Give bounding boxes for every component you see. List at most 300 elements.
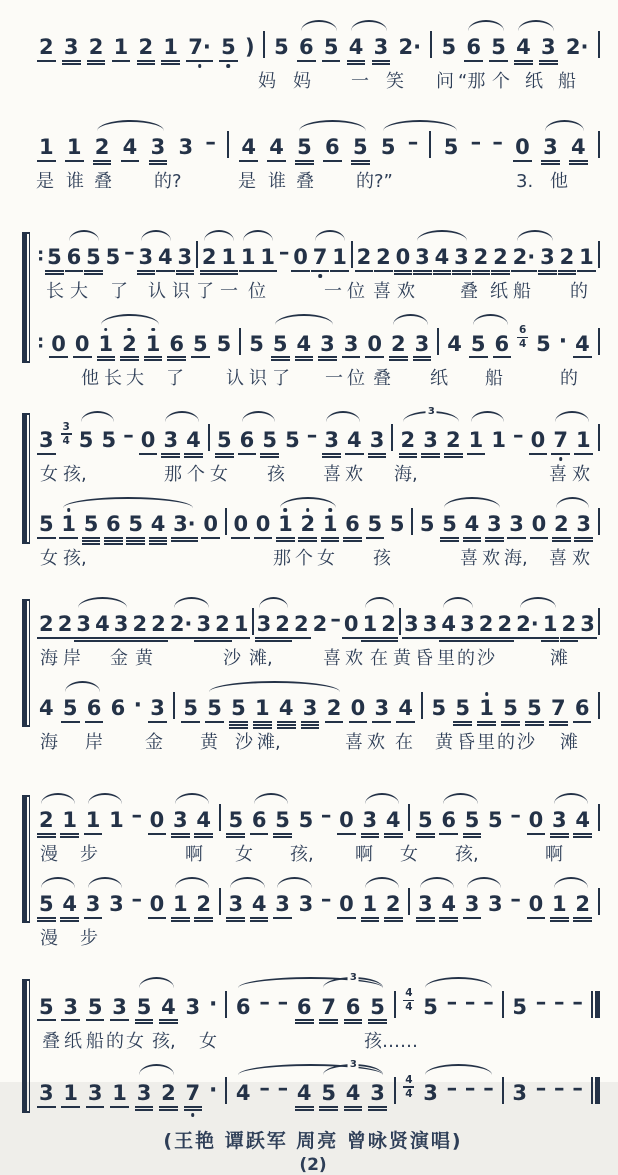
- note-digit: 4: [434, 245, 450, 269]
- slur-arc: [443, 793, 478, 804]
- beam-line: [260, 456, 279, 458]
- rest-token: [50, 331, 67, 356]
- beam-line: [135, 1019, 154, 1021]
- note-digit: 0: [203, 512, 218, 536]
- note-digit: 5: [275, 808, 290, 832]
- note-digit: 3: [324, 428, 339, 452]
- duration-dash: –: [123, 423, 134, 447]
- beam-line: [37, 833, 56, 835]
- note-digit: 3: [423, 1081, 438, 1105]
- beam-line: [439, 833, 458, 835]
- beam-line: [322, 453, 341, 455]
- note-token: [346, 430, 363, 451]
- beam-line: [477, 637, 496, 639]
- note-token: [515, 37, 532, 58]
- note-digit: 5: [101, 428, 117, 452]
- note-token: [256, 614, 273, 635]
- note-digit: 2: [493, 245, 508, 269]
- note-token: [419, 514, 436, 535]
- slur-arc: [254, 793, 288, 804]
- octave-dot-above: [485, 692, 489, 696]
- note-token: [539, 247, 556, 268]
- note-digit: 2: [161, 1081, 176, 1105]
- note-token: [187, 37, 212, 58]
- voice-bracket: [22, 599, 30, 727]
- note-token: [122, 137, 139, 158]
- note-token: [312, 614, 329, 635]
- barline: [598, 608, 600, 635]
- beam-line: [176, 273, 195, 275]
- beam-line: [200, 270, 219, 272]
- note-token: [61, 894, 78, 915]
- beam-line: [495, 640, 514, 642]
- rest-token: [232, 514, 249, 535]
- beam-line: [167, 356, 186, 358]
- tuplet-label: 3: [349, 972, 357, 983]
- beam-line: [527, 917, 546, 919]
- beam-line: [273, 836, 292, 838]
- note-digit: 4: [464, 512, 480, 536]
- beam-line: [321, 537, 340, 539]
- beam-line: [37, 60, 56, 62]
- voice-bracket: [22, 795, 30, 923]
- note-digit: 4: [296, 1081, 312, 1105]
- note-digit: 4: [296, 331, 312, 356]
- beam-line: [573, 833, 592, 835]
- note-digit: 5: [321, 1081, 336, 1105]
- lyric-syllable: 喜: [373, 281, 391, 302]
- time-sig-numerator: 4: [405, 1073, 413, 1086]
- rest-token: [292, 247, 309, 268]
- lyric-syllable: 漫: [40, 928, 58, 949]
- note-token: [575, 514, 592, 535]
- lyric-syllable: 欢: [397, 281, 415, 302]
- beam-line: [439, 637, 458, 639]
- lyric-syllable: 3.: [516, 171, 534, 192]
- note-digit: 5: [193, 331, 208, 356]
- note-token: [298, 810, 315, 831]
- barline: [239, 328, 241, 355]
- note-digit: 5: [128, 512, 143, 536]
- beam-line: [171, 917, 190, 919]
- beam-line: [458, 637, 477, 639]
- notes-line: [36, 310, 602, 367]
- lyric-syllable: 纸: [430, 367, 448, 389]
- note-digit: 4: [150, 512, 166, 536]
- beam-line: [368, 1019, 387, 1021]
- beam-line: [433, 270, 452, 272]
- note-token: [62, 994, 79, 1019]
- note-token: [373, 698, 390, 719]
- note-digit: 0: [51, 331, 66, 356]
- lyric-syllable: 那: [273, 548, 291, 569]
- performers-credit: (王艳 谭跃军 周亮 曾咏贤演唱): [163, 1130, 463, 1152]
- beam-line: [73, 356, 92, 358]
- lyric-syllable: 孩,: [455, 844, 479, 865]
- lyrics-line: [36, 732, 602, 757]
- time-sig-denominator: 4: [519, 338, 527, 350]
- note-digit: 5: [455, 696, 471, 720]
- beam-line: [318, 359, 337, 361]
- beam-line: [104, 540, 123, 542]
- beam-line: [161, 60, 180, 62]
- note-digit: 4: [158, 245, 173, 269]
- note-digit: 5: [389, 512, 405, 536]
- note-token: [230, 698, 247, 719]
- note-digit: 3: [298, 892, 314, 916]
- note-digit: 5: [78, 428, 94, 452]
- lyric-syllable: 欢: [572, 548, 590, 569]
- note-digit: 3: [109, 892, 124, 916]
- note-token: [464, 894, 481, 915]
- note-digit: 6: [251, 808, 267, 832]
- note-digit: 4: [575, 331, 590, 356]
- note-token: [502, 698, 519, 719]
- note-token: [494, 331, 511, 356]
- beam-line: [361, 640, 380, 642]
- note-token: [105, 514, 122, 535]
- beam-line: [194, 920, 213, 922]
- note-digit: 1: [233, 612, 249, 636]
- beam-line: [345, 453, 364, 455]
- lyric-syllable: 沙: [223, 648, 241, 669]
- note-token: [345, 994, 362, 1019]
- slur-arc: [242, 411, 275, 422]
- barline: [598, 804, 600, 831]
- note-digit: 3: [63, 35, 79, 59]
- beam-line: [379, 640, 398, 642]
- beam-line: [168, 637, 195, 639]
- lyric-syllable: 步: [80, 844, 98, 865]
- note-digit: 3: [576, 512, 591, 536]
- note-digit: 2: [132, 612, 148, 636]
- beam-line: [184, 1106, 203, 1108]
- notes-line: [36, 226, 602, 280]
- beam-line: [452, 273, 471, 275]
- beam-line: [295, 1106, 314, 1108]
- beam-line: [112, 637, 131, 639]
- beam-line: [416, 917, 435, 919]
- beam-line: [205, 721, 224, 723]
- note-token: [227, 810, 244, 831]
- beam-line: [37, 917, 56, 919]
- note-digit: 3: [540, 245, 555, 269]
- note-digit: 5: [423, 994, 438, 1019]
- lyrics-line: [36, 548, 602, 573]
- note-token: [214, 614, 231, 635]
- note-token: [575, 430, 592, 451]
- note-token: [296, 137, 313, 158]
- lyric-syllable: 船: [558, 71, 576, 92]
- lyrics-line: [36, 648, 602, 673]
- beam-line: [549, 724, 568, 726]
- note-digit: 1: [260, 245, 276, 269]
- note-token: [108, 894, 125, 915]
- note-digit: 5: [488, 808, 503, 832]
- slur-arc: [301, 20, 337, 31]
- note-digit: 2: [94, 135, 110, 159]
- duration-dash: –: [535, 989, 547, 1014]
- barline: [225, 508, 227, 535]
- lyric-syllable: 黄: [393, 648, 411, 669]
- beam-line: [319, 1022, 338, 1024]
- barline: [394, 991, 396, 1018]
- beam-line: [573, 920, 592, 922]
- note-token: [446, 331, 463, 356]
- note-token: [343, 331, 360, 356]
- octave-dot-below: [198, 64, 202, 68]
- note-token: [121, 331, 138, 356]
- note-digit: 1: [113, 35, 129, 59]
- beam-line: [351, 160, 370, 162]
- note-digit: 1: [576, 428, 591, 452]
- duration-dash: –: [277, 1076, 289, 1100]
- note-digit: 7·: [188, 35, 211, 59]
- note-token: [422, 994, 439, 1019]
- beam-line: [337, 917, 356, 919]
- note-digit: 1: [491, 428, 506, 452]
- note-token: [162, 37, 179, 58]
- beam-line: [501, 724, 520, 726]
- lyric-syllable: 里: [437, 648, 455, 669]
- note-digit: 1: [542, 612, 558, 636]
- beam-line: [112, 640, 131, 642]
- note-digit: 5: [380, 135, 396, 159]
- note-token: [367, 514, 384, 535]
- beam-line: [135, 1022, 154, 1024]
- final-barline: [591, 991, 600, 1018]
- note-token: [240, 137, 257, 158]
- duration-dash: –: [492, 130, 503, 154]
- note-token: [192, 331, 209, 356]
- beam-line: [219, 60, 238, 62]
- note-digit: 4: [62, 892, 77, 916]
- beam-line: [61, 1106, 80, 1108]
- note-digit: 2: [215, 612, 230, 636]
- note-token: [293, 614, 310, 635]
- slur-arc: [230, 877, 265, 888]
- beam-line: [231, 537, 250, 539]
- beam-line: [226, 917, 245, 919]
- note-digit: 1: [362, 892, 378, 916]
- note-token: [553, 514, 570, 535]
- beam-line: [550, 836, 569, 838]
- note-digit: 3: [464, 892, 480, 916]
- note-digit: 3: [138, 245, 154, 269]
- note-token: [160, 994, 177, 1019]
- note-digit: 2: [445, 428, 461, 452]
- note-digit: 5: [441, 35, 457, 59]
- note-digit: 2·: [398, 35, 422, 59]
- lyric-syllable: 识: [172, 281, 190, 302]
- slur-arc: [88, 793, 122, 804]
- note-digit: 2: [39, 808, 54, 832]
- note-digit: 6: [86, 696, 102, 720]
- slur-arc: [520, 597, 556, 608]
- lyric-syllable: 认: [148, 281, 166, 302]
- beam-line: [82, 543, 101, 545]
- beam-line: [229, 727, 248, 729]
- beam-line: [130, 640, 149, 642]
- beam-line: [495, 637, 514, 639]
- note-token: [496, 614, 513, 635]
- barline: [598, 888, 600, 915]
- beam-line: [573, 917, 592, 919]
- note-digit: 3: [177, 245, 193, 269]
- note-digit: 1: [145, 331, 161, 356]
- note-digit: 3: [39, 1081, 54, 1105]
- beam-line: [104, 543, 123, 545]
- beam-line: [219, 270, 238, 272]
- note-digit: 2: [275, 612, 290, 636]
- note-digit: 2: [473, 245, 489, 269]
- beam-line: [337, 833, 356, 835]
- rest-token: [74, 331, 91, 356]
- barline: [219, 888, 221, 915]
- note-token: [46, 247, 63, 268]
- beam-line: [541, 640, 560, 642]
- beam-line: [226, 833, 245, 835]
- note-token: [298, 894, 315, 915]
- note-token: [195, 614, 212, 635]
- augmentation-dot: ·: [208, 991, 218, 1017]
- note-digit: 1: [240, 245, 256, 269]
- duration-dash: –: [259, 989, 270, 1014]
- note-token: [434, 247, 451, 268]
- beam-line: [541, 160, 560, 162]
- note-token: [574, 810, 591, 831]
- beam-line: [538, 270, 557, 272]
- note-digit: 3: [370, 1081, 385, 1105]
- note-token: [299, 514, 316, 535]
- note-digit: 4: [447, 331, 462, 356]
- note-digit: 2: [497, 612, 513, 636]
- beam-line: [344, 1106, 363, 1108]
- note-token: [574, 331, 591, 356]
- duration-dash: –: [205, 130, 216, 154]
- beam-line: [215, 453, 234, 455]
- beam-line: [61, 721, 80, 723]
- barline: [351, 241, 353, 268]
- beam-line: [530, 537, 549, 539]
- note-token: [87, 1083, 104, 1104]
- beam-line: [60, 917, 79, 919]
- note-digit: 0: [140, 428, 156, 452]
- note-digit: 1: [552, 892, 567, 916]
- lyric-syllable: 笑: [386, 71, 404, 92]
- note-digit: 6: [239, 428, 255, 452]
- beam-line: [469, 356, 488, 358]
- beam-line: [550, 833, 569, 835]
- notes-line: [36, 873, 602, 927]
- octave-dot-above: [284, 508, 288, 512]
- barline: [173, 692, 175, 719]
- slur-arc: [425, 977, 492, 988]
- slur-arc: [41, 877, 75, 888]
- beam-line: [86, 1106, 105, 1108]
- lyric-syllable: 滩,: [249, 648, 273, 669]
- beam-line: [84, 833, 103, 835]
- barline: [394, 1077, 396, 1104]
- slur-arc: [471, 411, 504, 422]
- barline: [391, 424, 393, 451]
- octave-dot-below: [318, 274, 322, 278]
- beam-line: [372, 721, 391, 723]
- note-token: [251, 810, 268, 831]
- beam-line: [194, 637, 213, 639]
- octave-dot-below: [559, 457, 563, 461]
- note-digit: 4: [269, 135, 284, 159]
- slur-arc: [420, 877, 454, 888]
- note-digit: 5: [431, 696, 447, 720]
- note-digit: 3: [343, 331, 359, 356]
- rest-token: [366, 331, 383, 356]
- note-digit: 0: [339, 808, 354, 832]
- notes-line: [36, 116, 602, 170]
- note-token: [85, 810, 102, 831]
- note-digit: 5: [86, 245, 101, 269]
- beam-line: [45, 273, 64, 275]
- lyric-syllable: 金: [110, 648, 128, 669]
- beam-line: [37, 453, 56, 455]
- note-token: [440, 810, 457, 831]
- beam-line: [569, 163, 588, 165]
- lyric-syllable: 黄: [135, 648, 153, 669]
- beam-line: [511, 270, 538, 272]
- lyric-syllable: 的?”: [356, 171, 393, 192]
- note-token: [277, 514, 294, 535]
- lyric-syllable: 滩,: [257, 732, 281, 753]
- note-digit: 5: [285, 428, 300, 452]
- beam-line: [477, 721, 496, 723]
- beam-line: [253, 724, 272, 726]
- note-token: [240, 247, 257, 268]
- note-digit: 5: [470, 331, 486, 356]
- augmentation-dot: ·: [208, 1078, 218, 1103]
- beam-line: [37, 537, 56, 539]
- beam-line: [550, 920, 569, 922]
- note-digit: 3: [163, 428, 179, 452]
- beam-line: [539, 60, 558, 62]
- lyric-syllable: 海: [40, 732, 58, 753]
- beam-line: [351, 163, 370, 165]
- note-digit: 3: [454, 245, 469, 269]
- duration-dash: –: [320, 887, 332, 911]
- lyric-syllable: 了: [196, 281, 214, 302]
- note-token: [61, 810, 78, 831]
- note-token: [348, 37, 365, 58]
- note-digit: 4: [385, 808, 401, 832]
- beam-line: [538, 273, 557, 275]
- beam-line: [84, 270, 103, 272]
- beam-line: [181, 721, 200, 723]
- beam-line: [74, 640, 93, 642]
- beam-line: [384, 920, 403, 922]
- lyric-syllable: 金: [145, 732, 163, 753]
- note-digit: 3: [374, 696, 390, 720]
- note-digit: 5: [274, 35, 289, 59]
- notes-line: [36, 493, 602, 547]
- note-token: [324, 137, 341, 158]
- beam-line: [485, 537, 504, 539]
- note-digit: 1: [221, 245, 237, 269]
- beam-line: [298, 537, 317, 539]
- lyric-syllable: 啊: [355, 844, 373, 865]
- note-digit: 3: [580, 612, 595, 636]
- lyric-syllable: 黄: [200, 732, 218, 753]
- note-digit: 3: [112, 994, 127, 1019]
- beam-line: [60, 920, 79, 922]
